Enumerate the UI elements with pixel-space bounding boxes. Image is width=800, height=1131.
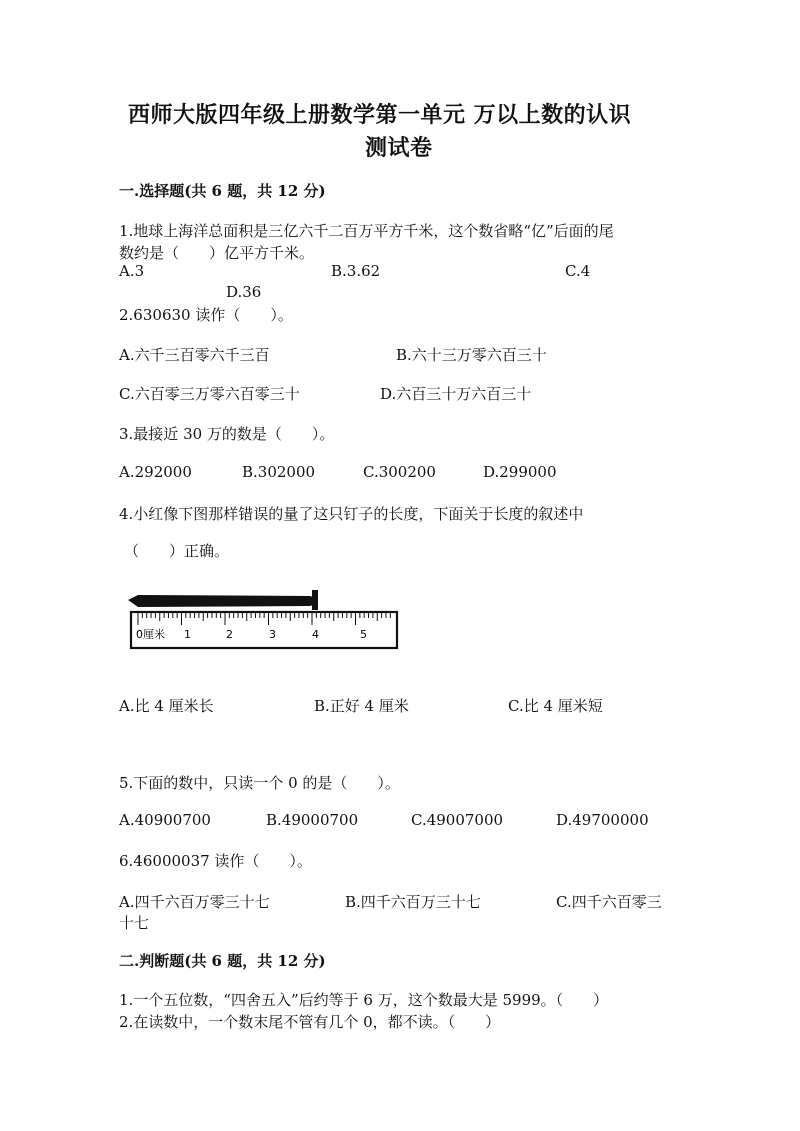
nail-head <box>312 590 318 610</box>
q2-option-d: D.六百三十万六百三十 <box>380 385 532 403</box>
question-4-line2: （ ）正确。 <box>124 542 230 560</box>
question-1-line2: 数约是（ ）亿平方千米。 <box>119 244 315 262</box>
question-2: 2.630630 读作（ ）。 <box>119 306 293 324</box>
question-5: 5.下面的数中，只读一个 0 的是（ ）。 <box>119 774 400 792</box>
q4-option-c: C.比 4 厘米短 <box>508 697 603 715</box>
q3-option-a: A.292000 <box>119 463 192 481</box>
q6-option-c-continued: 十七 <box>119 914 150 932</box>
question-6: 6.46000037 读作（ ）。 <box>119 852 312 870</box>
page-title: 西师大版四年级上册数学第一单元 万以上数的认识 <box>128 102 632 128</box>
section-heading-choice: 一.选择题(共 6 题，共 12 分) <box>119 182 326 200</box>
ruler-diagram <box>124 588 404 654</box>
q5-option-a: A.40900700 <box>119 811 211 829</box>
q1-option-a: A.3 <box>119 262 145 280</box>
q1-option-d: D.36 <box>226 283 262 301</box>
judgement-item-2: 2.在读数中，一个数末尾不管有几个 0，都不读。（ ） <box>119 1013 501 1031</box>
q3-option-d: D.299000 <box>483 463 557 481</box>
page-title-line2: 测试卷 <box>365 135 433 161</box>
q5-option-b: B.49000700 <box>266 811 359 829</box>
q5-option-c: C.49007000 <box>411 811 504 829</box>
q1-option-c: C.4 <box>565 262 591 280</box>
q2-option-a: A.六千三百零六千三百 <box>119 346 270 364</box>
q4-option-a: A.比 4 厘米长 <box>119 697 214 715</box>
q1-option-b: B.3.62 <box>331 262 381 280</box>
q6-option-a: A.四千六百万零三十七 <box>119 893 270 911</box>
q5-option-d: D.49700000 <box>556 811 649 829</box>
q2-option-c: C.六百零三万零六百零三十 <box>119 385 300 403</box>
q3-option-c: C.300200 <box>363 463 436 481</box>
q2-option-b: B.六十三万零六百三十 <box>396 346 547 364</box>
ruler-label-2: 2 <box>226 628 233 641</box>
q4-option-b: B.正好 4 厘米 <box>314 697 409 715</box>
section-heading-judgement: 二.判断题(共 6 题，共 12 分) <box>119 952 326 970</box>
nail-ruler-figure <box>124 588 404 654</box>
q6-option-c: C.四千六百零三 <box>556 893 662 911</box>
ruler-label-0: 0厘米 <box>136 628 165 641</box>
judgement-item-1: 1.一个五位数，“四舍五入”后约等于 6 万，这个数最大是 5999。（ ） <box>119 991 609 1009</box>
ruler-label-1: 1 <box>184 628 191 641</box>
question-1-line1: 1.地球上海洋总面积是三亿六千二百万平方千米，这个数省略“亿”后面的尾 <box>119 222 614 240</box>
q3-option-b: B.302000 <box>242 463 316 481</box>
ruler-label-4: 4 <box>312 628 319 641</box>
question-3: 3.最接近 30 万的数是（ ）。 <box>119 425 335 443</box>
q6-option-b: B.四千六百万三十七 <box>345 893 481 911</box>
nail-shape <box>128 595 316 607</box>
question-4-line1: 4.小红像下图那样错误的量了这只钉子的长度，下面关于长度的叙述中 <box>119 505 584 523</box>
ruler-label-3: 3 <box>269 628 276 641</box>
ruler-label-5: 5 <box>360 628 367 641</box>
